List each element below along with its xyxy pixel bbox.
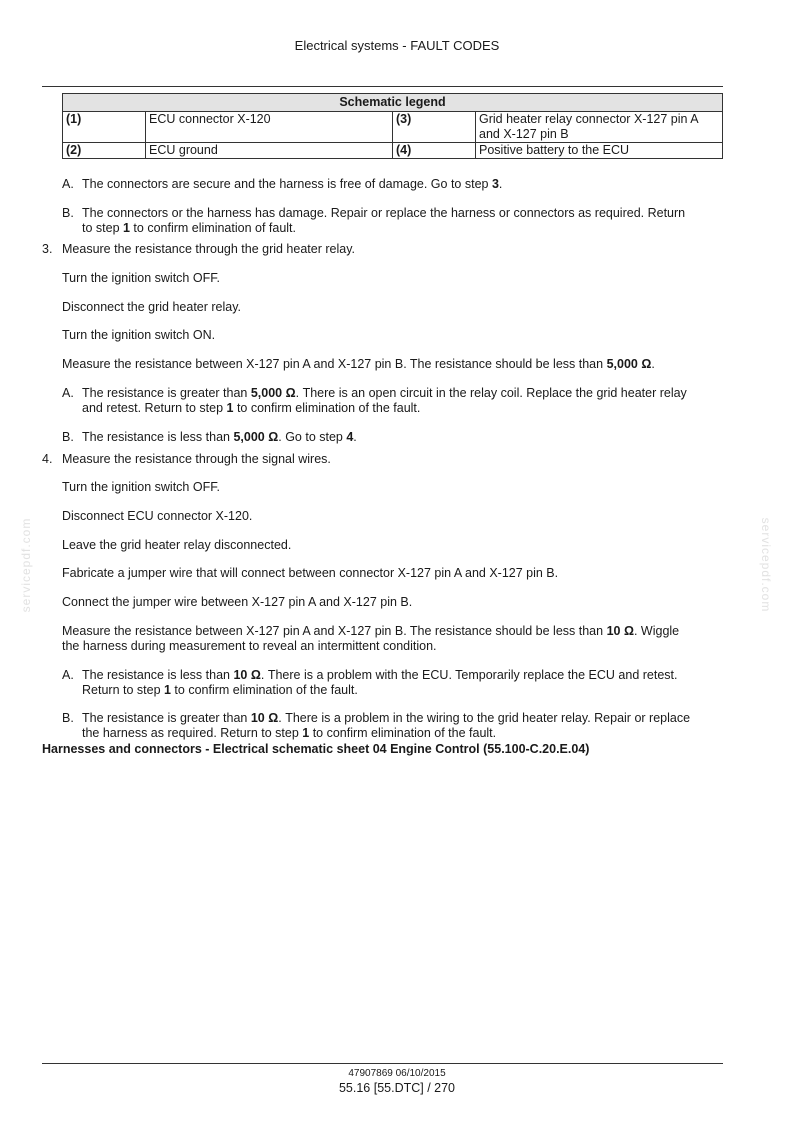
schematic-legend-table [62,93,723,159]
page-number: 55.16 [55.DTC] / 270 [338,1081,456,1095]
legend-row [63,112,723,143]
legend-number: (3) [393,112,476,143]
outcome-text: The resistance is greater than 5,000 Ω. There is an open circuit in the relay coil. Replace the grid heater relay and retest. Return to step 1 to confirm elimination of the fault. [82,386,687,415]
step-number: 4. [42,452,53,466]
instruction: Turn the ignition switch OFF. [62,480,220,494]
instruction: Connect the jumper wire between X-127 pin A and X-127 pin B. [62,595,413,609]
instruction: Turn the ignition switch ON. [62,328,216,342]
outcome-label: B. [62,206,74,220]
legend-description: ECU ground [146,143,393,159]
footer-divider [42,1063,723,1064]
header-divider [42,86,723,87]
outcome-text: The resistance is less than 5,000 Ω. Go to step 4. [82,430,357,444]
instruction: Measure the resistance between X-127 pin A and X-127 pin B. The resistance should be less than 10 Ω. Wiggle the harness during measurement to reveal an intermittent condition. [62,624,680,653]
outcome-text: The connectors are secure and the harness is free of damage. Go to step 3. [82,177,503,191]
outcome-label: B. [62,430,74,444]
legend-row [63,143,723,159]
step-title: Measure the resistance through the grid heater relay. [62,242,355,256]
step-number: 3. [42,242,53,256]
legend-description: Grid heater relay connector X-127 pin A and X-127 pin B [476,112,723,143]
outcome-text: The connectors or the harness has damage. Repair or replace the harness or connectors as required. Return to step 1 to confirm elimination of fault. [82,206,686,235]
legend-number: (1) [63,112,146,143]
instruction: Turn the ignition switch OFF. [62,271,220,285]
legend-description: ECU connector X-120 [146,112,393,143]
document-number: 47907869 06/10/2015 [348,1068,446,1079]
outcome-text: The resistance is greater than 10 Ω. There is a problem in the wiring to the grid heater relay. Repair or replace the harness as required. Return to step 1 to confirm elimination of the fault. [82,711,691,740]
instruction: Leave the grid heater relay disconnected. [62,538,292,552]
instruction: Disconnect ECU connector X-120. [62,509,253,523]
watermark-right: servicepdf.com [759,517,773,613]
legend-number: (2) [63,143,146,159]
legend-number: (4) [393,143,476,159]
instruction: Fabricate a jumper wire that will connect between connector X-127 pin A and X-127 pin B. [62,566,559,580]
outcome-text: The resistance is less than 10 Ω. There is a problem with the ECU. Temporarily replace the ECU and retest. Return to step 1 to confirm elimination of the fault. [82,668,678,697]
page-header-title: Electrical systems - FAULT CODES [294,38,500,53]
outcome-label: A. [62,177,74,191]
outcome-label: A. [62,668,74,682]
legend-description: Positive battery to the ECU [476,143,723,159]
watermark-left: servicepdf.com [19,517,33,613]
outcome-label: B. [62,711,74,725]
step-title: Measure the resistance through the signal wires. [62,452,331,466]
instruction: Disconnect the grid heater relay. [62,300,242,314]
instruction: Measure the resistance between X-127 pin A and X-127 pin B. The resistance should be less than 5,000 Ω. [62,357,655,371]
outcome-label: A. [62,386,74,400]
legend-title: Schematic legend [63,94,723,112]
schematic-reference-link[interactable]: Harnesses and connectors - Electrical schematic sheet 04 Engine Control (55.100-C.20.E.04) [42,742,590,756]
